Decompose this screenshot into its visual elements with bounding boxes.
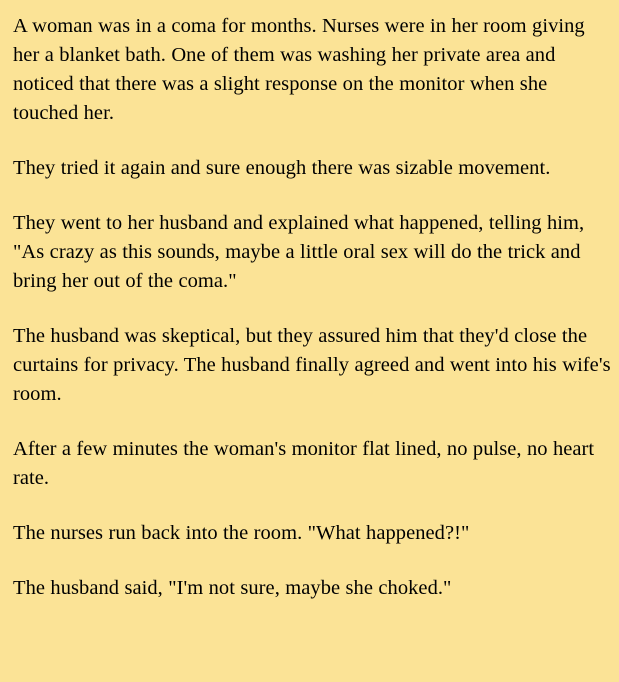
paragraph-3: They went to her husband and explained what happened, telling him, "As crazy as this sounds, maybe a little oral sex will do the trick and bring her out of the coma." [13, 212, 585, 292]
paragraph-4: The husband was skeptical, but they assured him that they'd close the curtains for privacy. The husband finally agreed and went into his wife's room. [13, 325, 611, 405]
paragraph-2: They tried it again and sure enough there was sizable movement. [13, 157, 551, 179]
paragraph-5: After a few minutes the woman's monitor flat lined, no pulse, no heart rate. [13, 438, 595, 489]
paragraph-6: The nurses run back into the room. "What happened?!" [13, 522, 470, 544]
joke-body [13, 12, 611, 603]
paragraph-1: A woman was in a coma for months. Nurses were in her room giving her a blanket bath. One of them was washing her private area and noticed that there was a slight response on the monitor when she touched her. [13, 15, 585, 124]
paragraph-7: The husband said, "I'm not sure, maybe she choked." [13, 577, 452, 599]
